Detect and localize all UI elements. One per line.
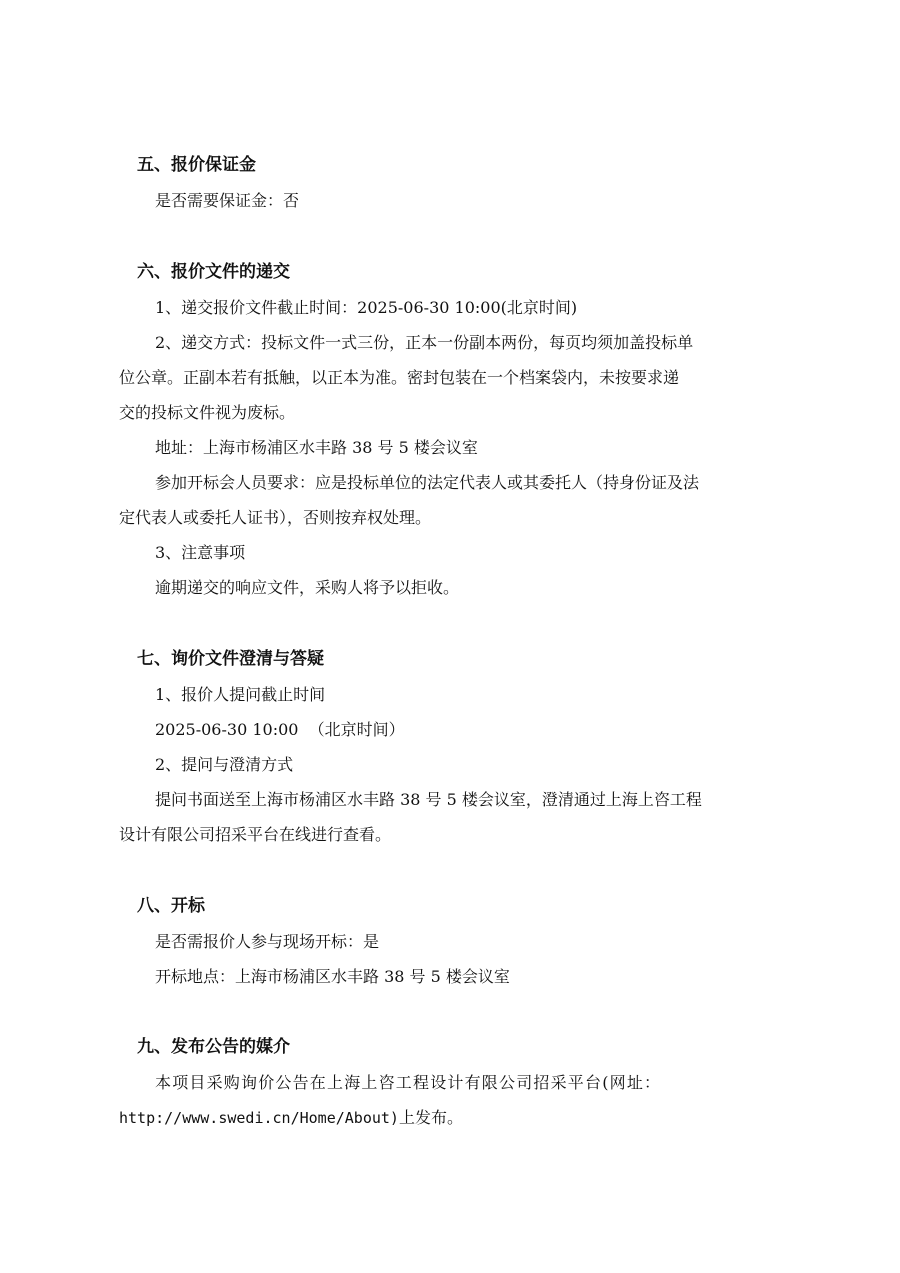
paragraph: 3、注意事项 — [155, 543, 246, 562]
section-spacer — [137, 605, 777, 642]
paragraph-line: 定代表人或委托人证书），否则按弃权处理。 — [119, 508, 432, 527]
section-spacer — [137, 994, 777, 1030]
paragraph-line: 本项目采购询价公告在上海上咨工程设计有限公司招采平台(网址： — [155, 1073, 662, 1092]
paragraph-line: 位公章。正副本若有抵触，以正本为准。密封包装在一个档案袋内，未按要求递 — [119, 368, 680, 387]
paragraph-line: 交的投标文件视为废标。 — [119, 403, 296, 422]
paragraph: 是否需要保证金：否 — [155, 191, 300, 210]
paragraph-line: 提问书面送至上海市杨浦区水丰路 38 号 5 楼会议室，澄清通过上海上咨工程 — [155, 790, 702, 809]
section-spacer — [137, 852, 777, 889]
paragraph: 1、递交报价文件截止时间：2025-06-30 10:00(北京时间) — [155, 298, 578, 317]
section-heading: 九、发布公告的媒介 — [137, 1037, 290, 1057]
paragraph: 是否需报价人参与现场开标：是 — [155, 932, 380, 951]
paragraph: 2025-06-30 10:00 （北京时间） — [155, 720, 405, 739]
paragraph: 1、报价人提问截止时间 — [155, 685, 326, 704]
section-heading: 七、询价文件澄清与答疑 — [137, 649, 324, 669]
section-guarantee-deposit — [137, 148, 777, 218]
section-bid-opening — [137, 889, 777, 994]
paragraph: 开标地点：上海市杨浦区水丰路 38 号 5 楼会议室 — [155, 967, 510, 986]
platform-url-link[interactable]: http://www.swedi.cn/Home/About) — [119, 1109, 399, 1127]
section-heading: 八、开标 — [137, 896, 205, 916]
paragraph-line — [119, 1100, 777, 1136]
paragraph — [119, 465, 777, 535]
section-clarification — [119, 642, 777, 852]
paragraph — [119, 1065, 777, 1136]
paragraph: 地址：上海市杨浦区水丰路 38 号 5 楼会议室 — [155, 438, 478, 457]
paragraph-line: 设计有限公司招采平台在线进行查看。 — [119, 825, 392, 844]
document-body — [119, 148, 777, 1136]
section-announcement-media — [119, 1030, 777, 1136]
paragraph — [119, 782, 777, 852]
paragraph-line: 2、递交方式：投标文件一式三份，正本一份副本两份，每页均须加盖投标单 — [155, 333, 694, 352]
section-spacer — [137, 218, 777, 255]
section-quote-submission — [119, 255, 777, 605]
section-heading: 五、报价保证金 — [137, 155, 256, 175]
paragraph-line: 参加开标会人员要求：应是投标单位的法定代表人或其委托人（持身份证及法 — [155, 473, 700, 492]
section-heading: 六、报价文件的递交 — [137, 262, 290, 282]
paragraph-tail: 上发布。 — [398, 1108, 463, 1127]
paragraph: 2、提问与澄清方式 — [155, 755, 294, 774]
paragraph: 逾期递交的响应文件，采购人将予以拒收。 — [155, 578, 460, 597]
paragraph — [119, 325, 777, 430]
